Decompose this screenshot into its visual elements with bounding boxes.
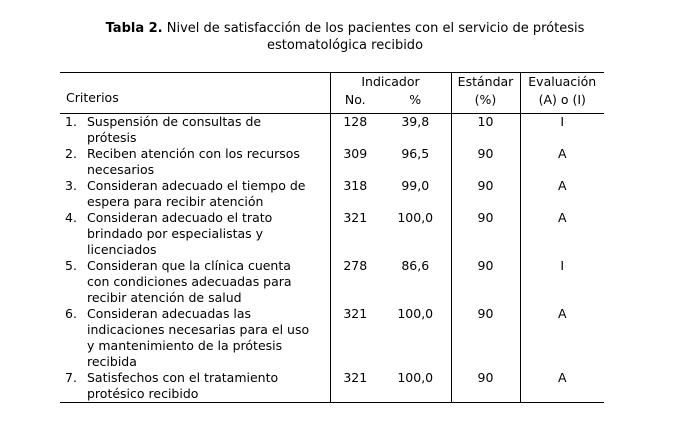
criterio-number: 3. [65,178,77,193]
cell-no: 321 [330,306,380,370]
cell-pct: 39,8 [401,114,430,129]
criterio-line: prótesis [87,130,137,145]
cell-criterio [60,306,330,370]
table-row [60,114,604,147]
header-indicador: Indicador [330,73,451,91]
cell-criterio [60,114,330,147]
criterio-line: Reciben atención con los recursos [87,146,300,161]
table-row [60,258,604,306]
criterio-number: 5. [65,258,77,273]
header-criterios: Criterios [60,73,330,114]
header-evaluacion-sub: (A) o (I) [520,91,604,114]
cell-criterio [60,178,330,210]
criterio-text [87,370,326,402]
cell-criterio [60,146,330,178]
criterio-line: Consideran adecuado el trato [87,210,273,225]
cell-evaluacion: A [520,146,604,178]
cell-estandar: 10 [451,114,520,147]
cell-pct: 100,0 [397,210,434,225]
criterio-text [87,114,326,146]
table-row [60,210,604,258]
criterio-number: 4. [65,210,77,225]
cell-criterio [60,370,330,403]
criterio-line: espera para recibir atención [87,194,264,209]
cell-evaluacion: A [520,370,604,403]
criterio-text [87,146,326,178]
criterio-text [87,306,326,370]
cell-estandar: 90 [451,370,520,403]
cell-criterio [60,258,330,306]
caption-label: Tabla 2. [105,21,163,36]
criterio-number: 1. [65,114,77,129]
header-estandar-unit: (%) [451,91,520,114]
cell-estandar: 90 [451,258,520,306]
cell-evaluacion: A [520,210,604,258]
table-body [60,114,604,403]
criterio-line: licenciados [87,242,157,257]
criterio-line: Consideran adecuado el tiempo de [87,178,306,193]
criterio-line: Consideran adecuadas las [87,306,252,321]
criterio-line: recibida [87,354,137,369]
cell-estandar: 90 [451,210,520,258]
criterio-text [87,210,326,258]
cell-no: 321 [330,370,380,403]
cell-pct: 99,0 [401,178,430,193]
satisfaction-table [60,72,604,403]
criterio-line: recibir atención de salud [87,290,242,305]
caption-line-1 [60,20,630,37]
table-row [60,178,604,210]
criterio-text [87,178,326,210]
criterio-line: Suspensión de consultas de [87,114,262,129]
cell-no: 128 [330,114,380,147]
criterio-number: 7. [65,370,77,385]
criterio-line: y mantenimiento de la prótesis [87,338,283,353]
criterio-line: indicaciones necesarias para el uso [87,322,310,337]
cell-pct: 100,0 [397,306,434,321]
header-evaluacion: Evaluación [520,73,604,91]
header-no: No. [330,91,380,114]
cell-no: 278 [330,258,380,306]
cell-criterio [60,210,330,258]
table-row [60,146,604,178]
criterio-line: protésico recibido [87,386,199,401]
table-row [60,370,604,403]
cell-no: 321 [330,210,380,258]
cell-estandar: 90 [451,306,520,370]
criterio-text [87,258,326,306]
header-pct: % [409,91,422,107]
header-estandar: Estándar [451,73,520,91]
cell-estandar: 90 [451,146,520,178]
criterio-line: Consideran que la clínica cuenta [87,258,291,273]
cell-evaluacion: I [520,114,604,147]
criterio-line: necesarios [87,162,155,177]
table-caption [60,20,630,54]
cell-no: 309 [330,146,380,178]
table-row [60,306,604,370]
criterio-line: Satisfechos con el tratamiento [87,370,279,385]
caption-title-line-2: estomatológica recibido [266,38,424,53]
caption-title: Nivel de satisfacción de los pacientes con el servicio de prótesis [166,21,585,36]
criterio-number: 6. [65,306,77,321]
cell-pct: 86,6 [401,258,430,273]
criterio-number: 2. [65,146,77,161]
cell-no: 318 [330,178,380,210]
criterio-line: brindado por especialistas y [87,226,264,241]
cell-evaluacion: I [520,258,604,306]
cell-estandar: 90 [451,178,520,210]
cell-evaluacion: A [520,306,604,370]
criterio-line: con condiciones adecuadas para [87,274,292,289]
cell-pct: 96,5 [401,146,430,161]
cell-pct: 100,0 [397,370,434,385]
cell-evaluacion: A [520,178,604,210]
